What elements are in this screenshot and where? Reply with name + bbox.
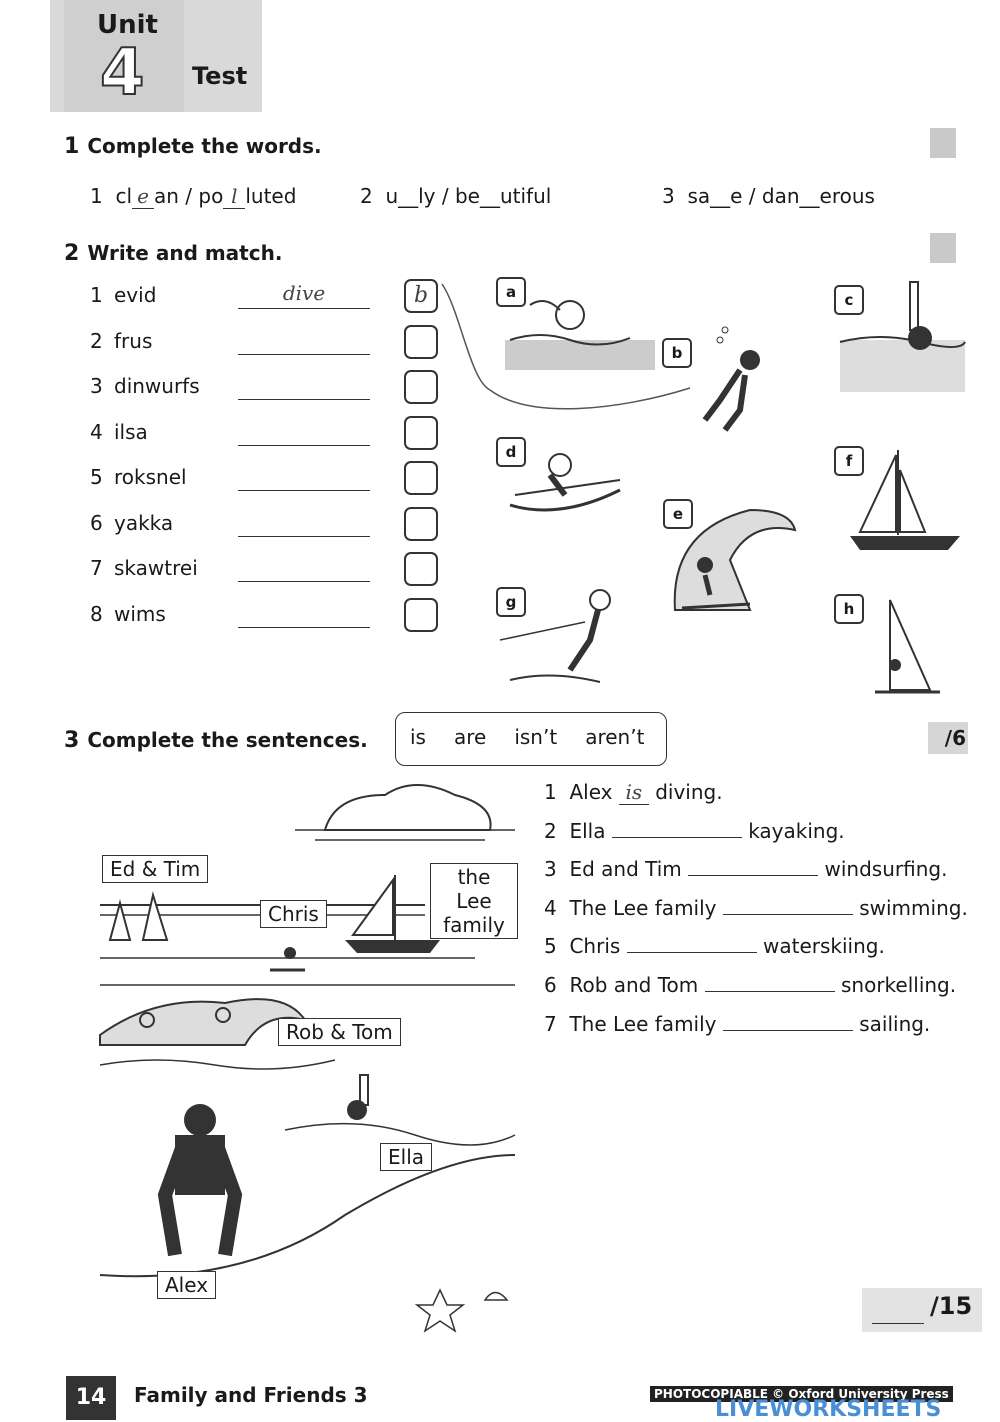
gap-answer-2[interactable]: l <box>223 184 245 209</box>
answer-line <box>238 580 370 582</box>
sentence-subject: Ella <box>569 818 606 843</box>
sentence-number: 5 <box>544 934 557 959</box>
sentence-number: 3 <box>544 857 557 882</box>
book-title: Family and Friends 3 <box>134 1383 368 1407</box>
sentence-7 <box>544 1012 930 1036</box>
sentence-4 <box>544 896 968 920</box>
picture-kayak <box>510 454 620 510</box>
answer-line <box>238 353 370 355</box>
sentence-ending: sailing. <box>859 1011 931 1036</box>
sentence-number: 7 <box>544 1011 557 1036</box>
gap-answer-1[interactable]: e <box>132 184 154 209</box>
sentence-number: 4 <box>544 895 557 920</box>
section1-item-1: 1 cl e an / po l luted <box>90 184 297 208</box>
picture-label-c: c <box>834 285 864 315</box>
sentence-5 <box>544 934 885 958</box>
scrambled-word: skawtrei <box>114 556 198 580</box>
scene-label-alex: Alex <box>157 1271 216 1299</box>
sentence-subject: Chris <box>569 934 621 959</box>
word-bank-is: is <box>410 725 426 749</box>
picture-label-d: d <box>496 437 526 467</box>
picture-swimmer <box>505 301 655 370</box>
section3-heading: 3 Complete the sentences. <box>64 728 368 753</box>
section1-item-3[interactable]: 3 sa__e / dan__erous <box>662 184 875 208</box>
sentence-ending: kayaking. <box>748 818 845 843</box>
sentence-subject: Alex <box>569 780 613 804</box>
row-number: 1 <box>90 283 103 307</box>
section2-heading: 2 Write and match. <box>64 241 283 266</box>
scrambled-word: wims <box>114 601 166 626</box>
sentence-subject: The Lee family <box>569 1011 717 1036</box>
word-bank-isnt: isn’t <box>514 725 558 749</box>
sentence-answer-input[interactable] <box>705 991 835 992</box>
sentence-number: 2 <box>544 818 557 843</box>
scrambled-word: frus <box>114 328 153 353</box>
sentence-answer-input[interactable] <box>612 837 742 838</box>
scrambled-word: yakka <box>114 510 174 535</box>
answer-line <box>238 626 370 628</box>
match-box[interactable]: b <box>404 279 438 313</box>
sentence-number: 1 <box>544 780 557 804</box>
row-number: 7 <box>90 556 103 580</box>
sentence-subject: The Lee family <box>569 895 717 920</box>
total-score: /15 <box>930 1292 973 1320</box>
picture-label-h: h <box>834 594 864 624</box>
sentence-ending: windsurfing. <box>824 857 948 882</box>
scrambled-word: dinwurfs <box>114 374 200 398</box>
sentence-answer-input[interactable] <box>688 875 818 876</box>
section2-score-mark <box>930 233 956 263</box>
row-number: 4 <box>90 419 103 444</box>
unit-number: 4 <box>100 36 145 110</box>
row-number: 6 <box>90 510 103 535</box>
answer-input[interactable]: dive <box>282 281 326 305</box>
sentence-ending: waterskiing. <box>763 934 885 959</box>
sentence-subject: Rob and Tom <box>569 973 699 997</box>
scene-label-lee-family: the Lee family <box>430 863 518 939</box>
answer-line <box>238 398 370 400</box>
sentence-answer-input[interactable] <box>723 914 853 915</box>
sentence-2 <box>544 819 845 843</box>
total-score-line[interactable] <box>872 1322 924 1324</box>
sentence-6 <box>544 973 956 997</box>
picture-label-f: f <box>834 446 864 476</box>
section3-score-mark: /6 <box>928 722 968 754</box>
scene-label-rob-tom: Rob & Tom <box>278 1018 401 1046</box>
sentence-3 <box>544 857 947 881</box>
word-bank <box>395 712 667 766</box>
picture-sailboat <box>850 450 960 550</box>
scrambled-word: evid <box>114 283 157 307</box>
sentence-answer-input[interactable] <box>627 952 757 953</box>
scene-label-chris: Chris <box>260 900 327 928</box>
test-label: Test <box>192 62 248 90</box>
section1-heading: 1 Complete the words. <box>64 134 322 159</box>
row-number: 3 <box>90 374 103 398</box>
row-number: 2 <box>90 328 103 353</box>
page-number: 14 <box>66 1376 116 1420</box>
sentence-answer-input[interactable]: is <box>619 780 649 805</box>
picture-label-e: e <box>663 499 693 529</box>
watermark: LIVEWORKSHEETS <box>715 1397 942 1422</box>
answer-line <box>238 489 370 491</box>
answer-line <box>238 307 370 309</box>
picture-label-a: a <box>496 277 526 307</box>
section1-item-2[interactable]: 2 u__ly / be__utiful <box>360 184 552 208</box>
unit-label: Unit <box>97 10 158 40</box>
section1-score-mark <box>930 128 956 158</box>
sentence-ending: snorkelling. <box>840 973 957 997</box>
sentence-ending: swimming. <box>859 895 968 920</box>
scrambled-word: ilsa <box>114 419 148 444</box>
sentence-answer-input[interactable] <box>723 1030 853 1031</box>
sentence-ending: diving. <box>655 780 723 804</box>
picture-label-g: g <box>496 587 526 617</box>
word-bank-arent: aren’t <box>585 725 645 749</box>
copyright: PHOTOCOPIABLE © Oxford University Press <box>650 1386 953 1402</box>
scene-label-ed-tim: Ed & Tim <box>102 855 208 883</box>
answer-line <box>238 535 370 537</box>
picture-label-b: b <box>662 338 692 368</box>
sentence-subject: Ed and Tim <box>569 857 682 882</box>
scene-label-ella: Ella <box>380 1143 432 1171</box>
row-number: 8 <box>90 601 103 626</box>
picture-windsurfer <box>875 600 940 692</box>
sentence-1 <box>544 780 723 805</box>
row-number: 5 <box>90 465 103 489</box>
picture-diver <box>705 327 760 430</box>
sentence-number: 6 <box>544 973 557 997</box>
answer-line <box>238 444 370 446</box>
section2-pictures <box>420 270 980 700</box>
scrambled-word: roksnel <box>114 465 187 489</box>
word-bank-are: are <box>453 725 487 749</box>
